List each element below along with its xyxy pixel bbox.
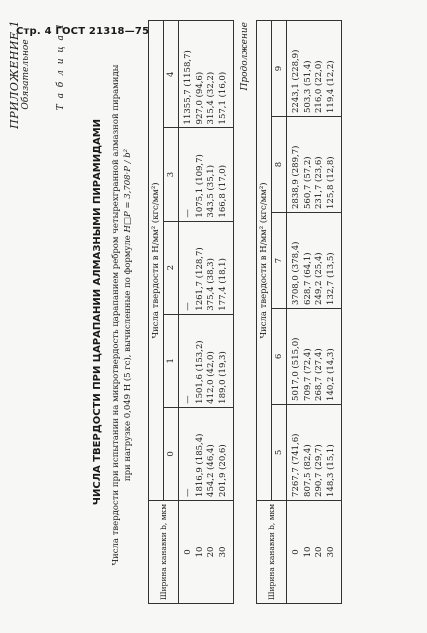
hardness-value: 375,4 (38,3) [206,258,216,311]
column-header-5: 5 [272,404,287,500]
row-header-cell: Ширина канавки b, мкм [149,500,179,603]
hardness-value: 628,7 (64,1) [302,252,313,305]
width-value: 0 [183,549,193,555]
table-body-row [179,21,234,604]
table-body-row [287,21,342,604]
hardness-value: 1816,9 (185,4) [194,433,205,497]
group-header-cell: Числа твердости в Н/мм² (кгс/мм²) [149,21,164,501]
hardness-value: 315,4 (32,2) [206,71,216,125]
hardness-value: 268,7 (27,4) [314,348,324,401]
description-line-1: Числа твердости при испытании на микротвердость царапанием ребром четырехгранной алмазной пирамиды [111,64,121,566]
hardness-value: 343,5 (35,1) [206,164,216,218]
hardness-value: 201,9 (20,6) [217,444,228,497]
column-header-7: 7 [272,212,287,308]
hardness-table-1 [148,20,234,604]
hardness-value: 709,7 (72,4) [302,348,313,401]
hardness-value: 7267,7 (741,6) [291,433,301,497]
width-value: 20 [206,546,216,558]
hardness-value: 412,0 (42,0) [206,351,216,404]
hardness-value: 249,2 (25,4) [314,252,324,305]
hardness-value: 2243,1 (228,9) [291,49,301,113]
hardness-value: 3708,0 (378,4) [291,241,301,305]
width-value: 10 [194,546,205,558]
data-column-cell [287,21,342,117]
hardness-value: — [183,302,193,311]
column-header-6: 6 [272,308,287,404]
hardness-value: — [183,209,193,218]
width-values-cell [179,500,234,603]
group-header-cell: Числа твердости в Н/мм² (кгс/мм²) [257,21,272,501]
hardness-value: 1261,7 (128,7) [194,247,205,311]
row-header-cell: Ширина канавки b, мкм [257,500,287,603]
data-column-cell [179,221,234,314]
appendix-block [8,20,31,129]
hardness-value: 2838,9 (289,7) [291,145,301,209]
column-header-8: 8 [272,117,287,213]
width-value: 10 [302,546,313,558]
column-header-9: 9 [272,21,287,117]
hardness-value: 119,4 (12,2) [325,60,336,113]
hardness-value: 177,4 (18,1) [217,258,228,311]
data-column-cell [287,212,342,308]
rotated-content [8,12,408,612]
column-header-1: 1 [164,314,179,407]
appendix-title: ПРИЛОЖЕНИЕ 1 [8,20,21,129]
page-header: Стр. 4 ГОСТ 21318—75 [16,26,150,37]
appendix-subtitle: Обязательное [21,39,31,110]
hardness-table-2 [256,20,342,604]
data-column-cell [179,21,234,128]
data-column-cell [179,407,234,500]
hardness-value: 1075,1 (109,7) [194,154,205,218]
width-value: 30 [217,546,228,558]
hardness-value: 157,1 (16,0) [217,71,228,125]
hardness-value: 189,0 (19,3) [217,351,228,404]
document-title: ЧИСЛА ТВЕРДОСТИ ПРИ ЦАРАПАНИИ АЛМАЗНЫМИ ПИРАМИДАМИ [92,118,103,506]
hardness-value: 132,7 (13,5) [325,252,336,305]
table-label: Т а б л и ц а 1 [56,22,66,111]
hardness-value: 807,5 (82,4) [302,444,313,497]
hardness-value: 11355,7 (1158,7) [183,50,193,125]
column-header-0: 0 [164,407,179,500]
data-column-cell [179,314,234,407]
width-value: 0 [291,549,301,555]
column-header-4: 4 [164,21,179,128]
width-value: 20 [314,546,324,558]
hardness-formula: H□P = 3,708·P / b² [123,148,133,233]
hardness-value: 125,8 (12,8) [325,156,336,209]
hardness-value: 148,3 (15,1) [325,444,336,497]
hardness-value: 5017,0 (515,0) [291,337,301,401]
hardness-value: 1501,6 (153,2) [194,340,205,404]
data-column-cell [287,404,342,500]
hardness-value: 140,2 (14,3) [325,348,336,401]
width-value: 30 [325,546,336,558]
column-header-3: 3 [164,128,179,221]
hardness-value: 454,2 (46,4) [206,444,216,497]
hardness-value: 166,8 (17,0) [217,164,228,218]
width-values-cell [287,500,342,603]
description-line-2 [122,30,135,600]
continuation-label: Продолжение [240,22,250,91]
description-line-2-text: при нагрузке 0,049 Н (5 гс), вычисленные по формуле [123,235,133,482]
hardness-value: — [183,488,193,497]
hardness-value: 231,7 (23,6) [314,156,324,209]
hardness-value: 927,0 (94,6) [194,71,205,125]
hardness-value: — [183,395,193,404]
hardness-value: 560,7 (57,2) [302,156,313,209]
data-column-cell [287,308,342,404]
data-column-cell [179,128,234,221]
hardness-value: 503,3 (51,4) [302,60,313,113]
column-header-2: 2 [164,221,179,314]
hardness-value: 216,0 (22,0) [314,60,324,113]
hardness-value: 290,7 (29,7) [314,444,324,497]
data-column-cell [287,117,342,213]
